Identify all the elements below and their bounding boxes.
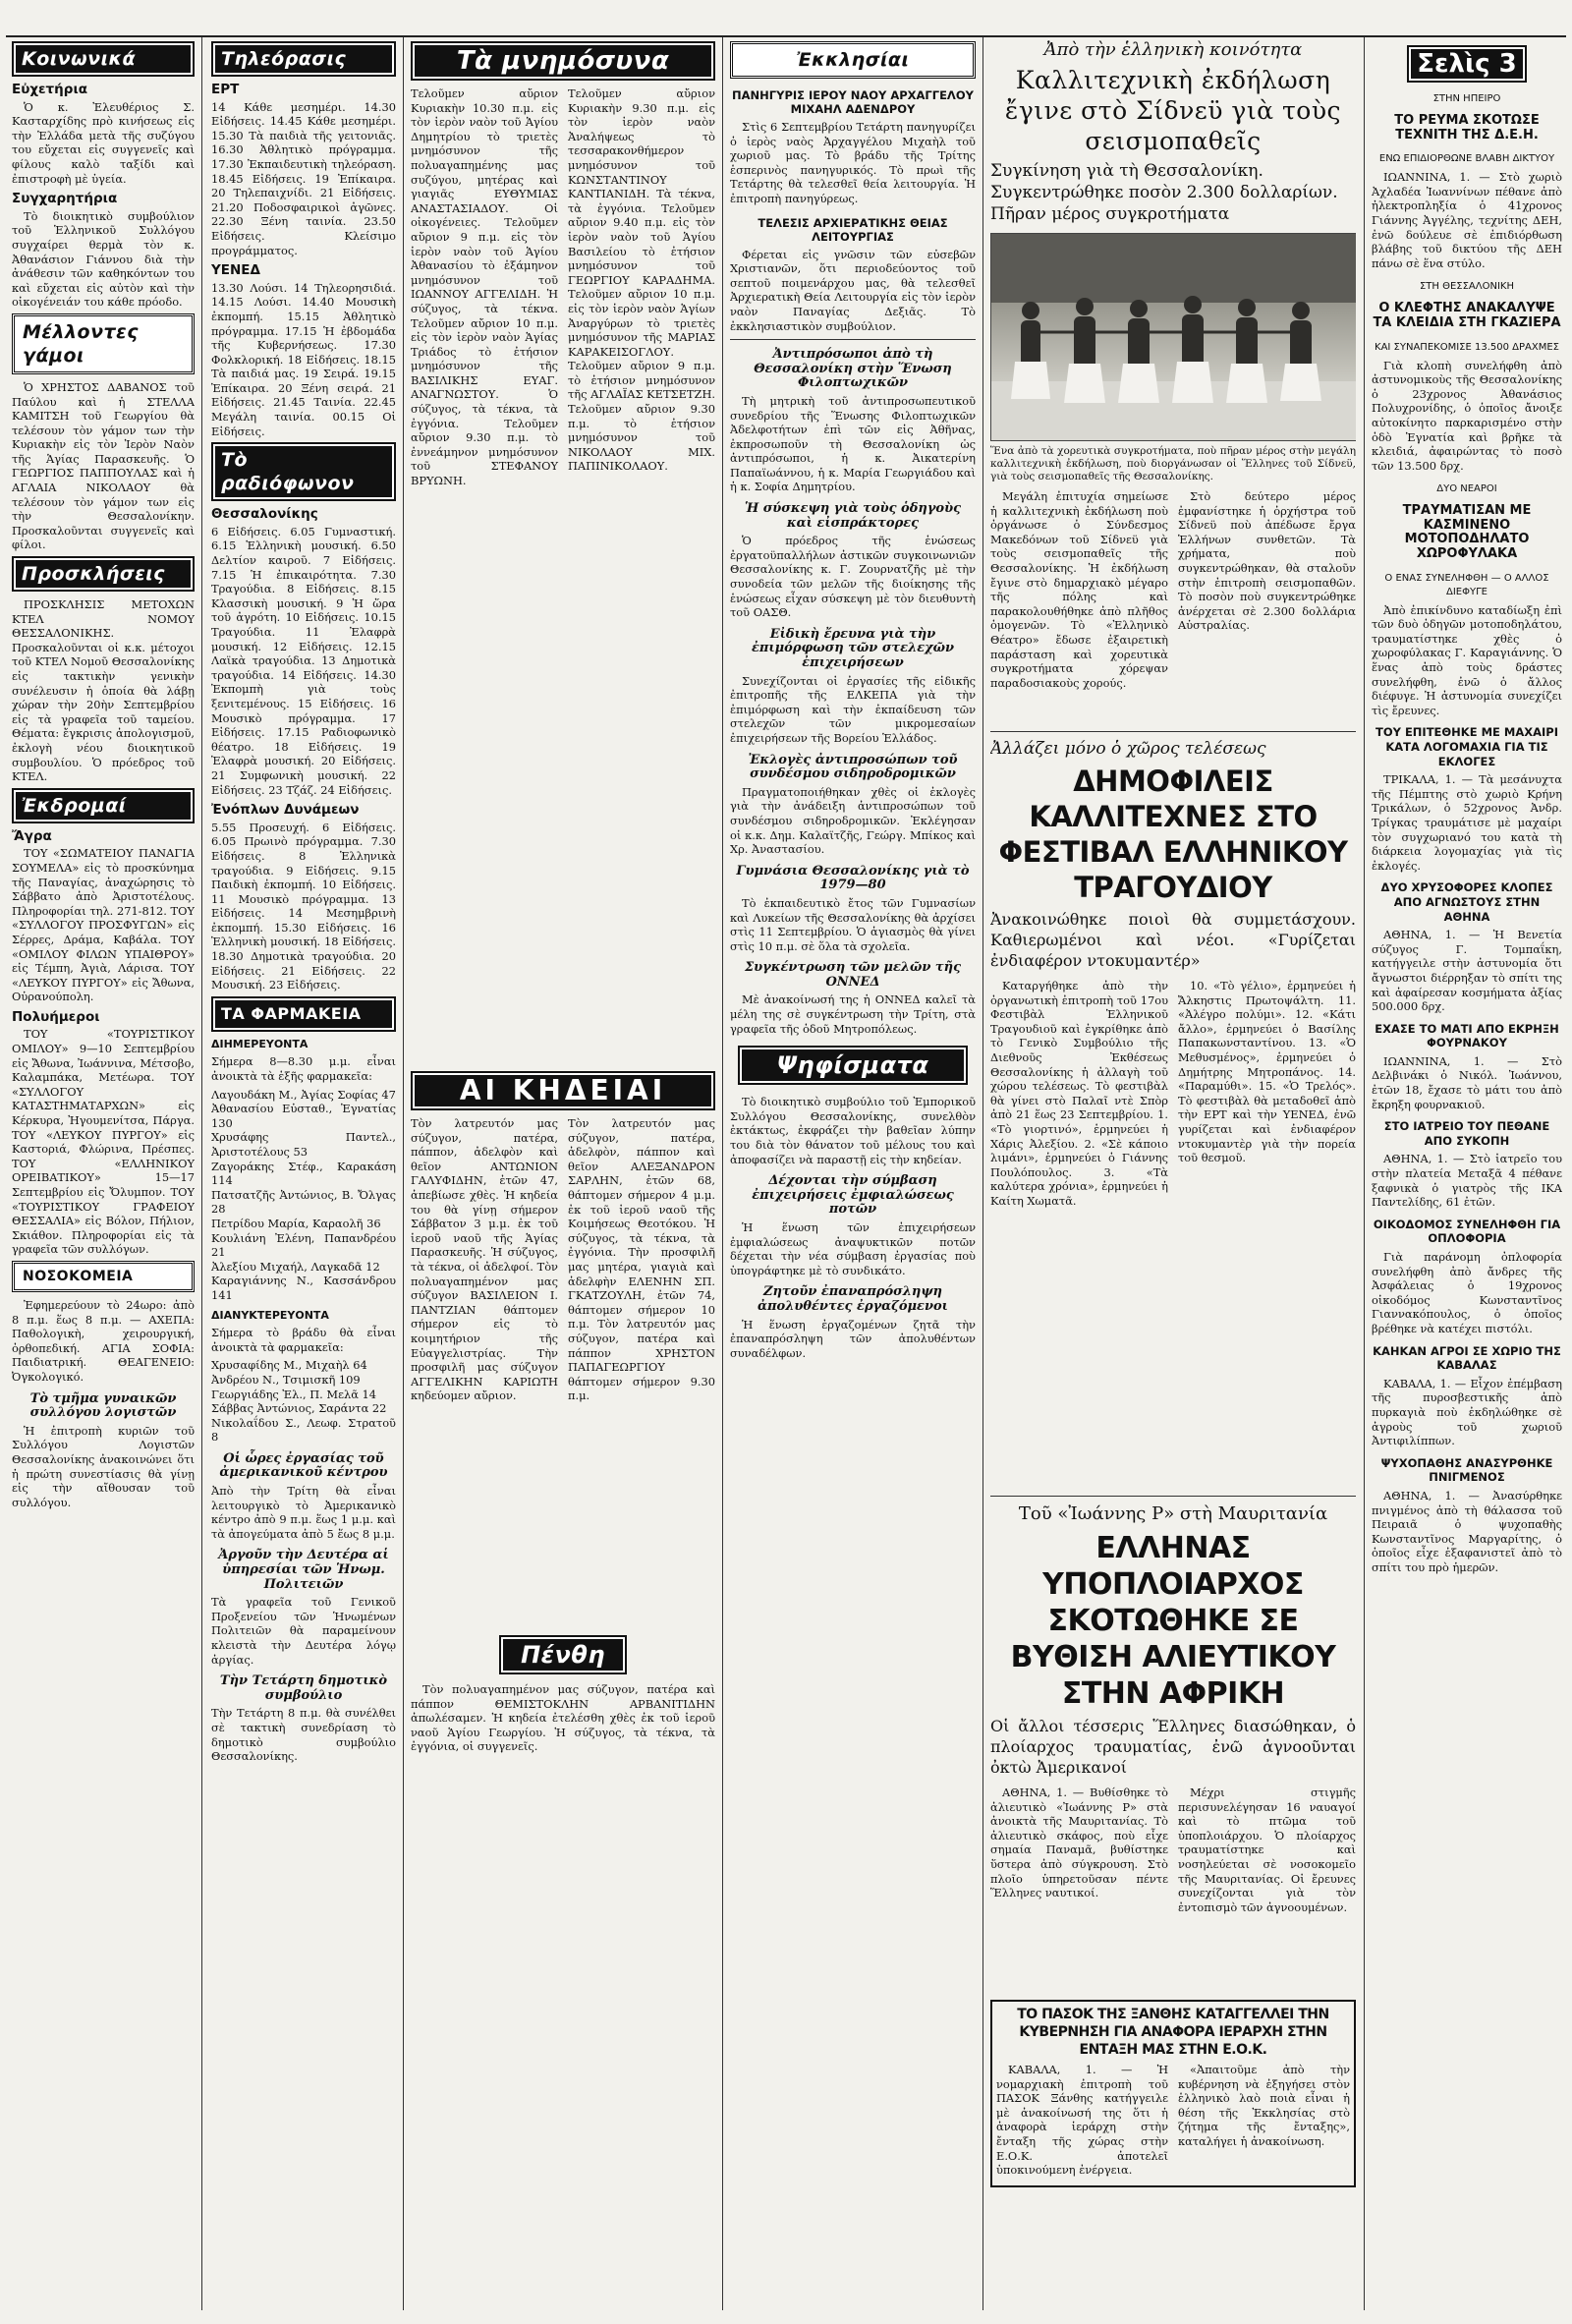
section-banner-funerals: ΑΙ ΚΗΔΕΙΑΙ (411, 1071, 715, 1110)
subsection-title: Πολυήμεροι (12, 1008, 100, 1025)
article-text: Ἀπὸ ἐπικίνδυνο καταδίωξη ἐπὶ τῶν δυὸ ὁδηγῶν μοτοποδηλάτου, τραυματίστηκε χθὲς ὁ χωροφύλακας Γ. Καραγιάννης. Ὁ ἕνας ἀπὸ τοὺς δράστες συνελήφθη, ἐνῶ ὁ ἄλλος διέφυγε. Ἡ ἀστυνομία συνεχίζει τὶς ἔρευνες. (1372, 602, 1562, 717)
article-text: Ἀπὸ τὴν Τρίτη θὰ εἶναι λειτουργικὸ τὸ Ἀμερικανικὸ κέντρο ἀπὸ 9 π.μ. ἕως 1 μ.μ. καὶ τὰ ἀπογεύματα ἀπὸ 5 ἕως 8 μ.μ. (211, 1484, 396, 1541)
article-subhead: Ο ΕΝΑΣ ΣΥΝΕΛΗΦΘΗ — Ο ΑΛΛΟΣ ΔΙΕΦΥΓΕ (1384, 572, 1549, 597)
memorial-notices: Τελοῦμεν αὔριον Κυριακὴν 9.30 π.μ. εἰς τὸν ἱερὸν ναὸν Ἀναλήψεως τὸ τεσσαρακονθήμερον μνημόσυνον τοῦ ΚΩΝΣΤΑΝΤΙΝΟΥ ΚΑΝΤΙΑΝΙΔΗ. Τὰ τέκνα, τὰ ἐγγόνια. Τελοῦμεν αὔριον 9.40 π.μ. εἰς τὸν ἱερὸν ναὸν τοῦ Ἁγίου Βασιλείου τὸ ἐτήσιον μνημόσυνον τοῦ ΓΕΩΡΓΙΟΥ ΚΑΡΑΔΗΜΑ. Τελοῦμεν αὔριον 10 π.μ. εἰς τὸν ἱερὸν ναὸν Ἁγίων Ἀναργύρων τὸ τριετὲς μνημόσυνον τῆς ΜΑΡΙΑΣ ΚΑΡΑΚΕΙΣΟΓΛΟΥ. Τελοῦμεν αὔριον 9 π.μ. τὸ ἐτήσιον μνημόσυνον τῆς ΑΓΛΑΪΑΣ ΚΕΤΣΕΤΖΗ. Τελοῦμεν αὔριον 9.30 π.μ. τὸ ἐτήσιον μνημόσυνον τοῦ ΝΙΚΟΛΑΟΥ ΜΙΧ. ΠΑΠΙΝΙΚΟΛΑΟΥ. (568, 86, 715, 474)
section-banner-television: Τηλεόρασις (211, 41, 396, 77)
boxed-article (990, 2000, 1356, 2187)
article-text: Τὴ μητρικὴ τοῦ ἀντιπροσωπευτικοῦ συνεδρίου τῆς Ἕνωσης Φιλοπτωχικῶν Ἀδελφοτήτων ἐπὶ τῶν εἰς Ἀθῆνας, ἐκπροσωποῦν τὴ Θεσσαλονίκη ὡς ἀντιπρόσωποι, ἡ κ. Ἀικατερίνη Παπαϊωάννου, ἡ κ. Μαρία Γεωργιάδου καὶ ἡ κ. Σοφία Δημητρίου. (730, 393, 976, 494)
article-text: «Ἀπαιτοῦμε ἀπὸ τὴν κυβέρνηση νὰ ἐξηγήσει στὸν ἑλληνικὸ λαὸ ποιὰ εἶναι ἡ θέση τῆς Ἐκκλησίας στὸ ζήτημα τῆς ἔνταξης», καταλήγει ἡ ἀνακοίνωση. (1178, 2063, 1350, 2148)
article-text: Ἡ ἕνωση τῶν ἐπιχειρήσεων ἐμφιαλώσεως ἀναψυκτικῶν ποτῶν δέχεται τὴν νέα σύμβαση ἐργασίας ποὺ ὑπογράφτηκε μὲ τὸ συνδικάτο. (730, 1220, 976, 1277)
article-headline: Ἀντιπρόσωποι ἀπὸ τὴ Θεσσαλονίκη στὴν Ἕνωση Φιλοπτωχικῶν (754, 347, 952, 391)
article-headline: ΔΥΟ ΧΡΥΣΟΦΟΡΕΣ ΚΛΟΠΕΣ ΑΠΟ ΑΓΝΩΣΤΟΥΣ ΣΤΗΝ ΑΘΗΝΑ (1380, 880, 1553, 924)
article-headline: Εἰδικὴ ἔρευνα γιὰ τὴν ἐπιμόρφωση τῶν στελεχῶν ἐπιχειρήσεων (751, 626, 955, 670)
pharmacy-entry: Γεωργιάδης Ἐλ., Π. Μελᾶ 14 (211, 1387, 377, 1401)
schedule-text: 5.55 Προσευχή. 6 Εἰδήσεις. 6.05 Πρωινὸ πρόγραμμα. 7.30 Εἰδήσεις. 8 Ἑλληνικὰ τραγούδια. 9 Εἰδήσεις. 9.15 Παιδικὴ ἐκπομπή. 10 Εἰδήσεις. 11 Μουσικὸ πρόγραμμα. 13 Εἰδήσεις. 14 Μεσημβρινὴ ἐκπομπή. 15.30 Εἰδήσεις. 16 Ἐλληνικὴ μουσική. 18 Εἰδήσεις. 18.30 Δημοτικὰ τραγούδια. 20 Εἰδήσεις. 21 Εἰδήσεις. 22 Μουσική. 23 Εἰδήσεις. (211, 820, 396, 992)
station-label: Ἐνόπλων Δυνάμεων (211, 802, 360, 819)
article-subhead: Οἱ ἄλλοι τέσσερις Ἕλληνες διασώθηκαν, ὁ πλοίαρχος τραυματίας, ἐνῶ ἀγνοοῦνται ὀκτὼ Ἀμερικανοί (990, 1717, 1356, 1777)
article-text: Πραγματοποιήθηκαν χθὲς οἱ ἐκλογὲς γιὰ τὴν ἀνάδειξη ἀντιπροσώπων τοῦ συνδέσμου σιδηροδρομικῶν. Ἐκλέγησαν οἱ κ.κ. Δημ. Καλαϊτζῆς, Γεώργ. Μπίκος καὶ Χρ. Ἀναστασίου. (730, 784, 976, 857)
article-text: ΑΘΗΝΑ, 1. — Ἀνασύρθηκε πνιγμένος ἀπὸ τὴ θάλασσα τοῦ Πειραιᾶ ὁ ψυχοπαθὴς Κωνσταντῖνος Μαργαρίτης, ὁ ὁποῖος εἶχε ἐξαφανιστεῖ ἀπὸ τὸ σπίτι του πρὸ ἡμερῶν. (1372, 1488, 1562, 1574)
article-text: ΚΑΒΑΛΑ, 1. — Εἶχον ἐπέμβαση τῆς πυροσβεστικῆς ἀπὸ πυρκαγιὰ ποὺ ἐκδηλώθηκε σὲ ἀγροὺς τοῦ χωριοῦ Ἀντιφιλίππων. (1372, 1376, 1562, 1448)
article-text: Τὴν Τετάρτη 8 π.μ. θὰ συνέλθει σὲ τακτικὴ συνεδρίαση τὸ δημοτικὸ συμβούλιο Θεσσαλονίκης. (211, 1706, 396, 1764)
article-text: Ἡ ἕνωση ἐργαζομένων ζητᾶ τὴν ἐπαναπρόσληψη τῶν ἀπολυθέντων συναδέλφων. (730, 1317, 976, 1360)
article-text: Ὁ πρόεδρος τῆς ἑνώσεως ἐργατοϋπαλλήλων ἀστικῶν συγκοινωνιῶν Θεσσαλονίκης κ. Γ. Ζουρνατζῆς μὲ τὴν συνοδεία τῶν μελῶν τῆς διοίκησης τῆς ἑνώσεως εἶχαν σύσκεψη μὲ τὸν διευθυντὴ τοῦ ΟΑΣΘ. (730, 534, 976, 620)
pharmacy-entry: Χρυσάφης Παντελ., Ἀριστοτέλους 53 (211, 1130, 396, 1159)
article-text: Ὁ κ. Ἐλευθέριος Σ. Κασταρχίδης πρὸ κινήσεως εἰς τὴν Ἑλλάδα μετὰ τῆς συζύγου του εὔχεται εἰς συγγενεῖς καὶ φίλους καλὸ ταξίδι καὶ ἐπιστροφὴ μὲ ὑγεία. (12, 99, 195, 186)
article-subhead: ΚΑΙ ΣΥΝΑΠΕΚΟΜΙΣΕ 13.500 ΔΡΑΧΜΕΣ (1375, 341, 1559, 353)
article-kicker: ΣΤΗΝ ΗΠΕΙΡΟ (1432, 93, 1501, 104)
column-divider (403, 37, 404, 2310)
funeral-notices: Τὸν λατρευτόν μας σύζυγον, πατέρα, πάππον, ἀδελφὸν καὶ θεῖον ΑΝΤΩΝΙΟΝ ΓΑΛΥΦΙΔΗΝ, ἐτῶν 47, ἀπεβίωσε χθὲς. Ἡ κηδεία του θὰ γίνῃ σήμερον Σάββατον 3 μ.μ. ἐκ τοῦ ἱεροῦ ναοῦ τῆς Ἁγίας Παρασκευῆς. Ἡ σύζυγος, τὰ τέκνα, οἱ ἀδελφοί. Τὸν πολυαγαπημένον μας σύζυγον ΒΑΣΙΛΕΙΟΝ Ι. ΠΑΝΤΖΙΑΝ θάπτομεν σήμερον εἰς τὸ κοιμητήριον τῆς Εὐαγγελιστρίας. Τὴν προσφιλῆ μας σύζυγον ΑΓΓΕΛΙΚΗΝ ΚΑΡΙΩΤΗ κηδεύομεν αὔριον. (411, 1116, 558, 1403)
channel-label: ΕΡΤ (211, 82, 240, 97)
column-briefs (1372, 39, 1562, 2306)
page-number-box (1372, 45, 1562, 83)
page-number-banner (1407, 45, 1526, 83)
pharmacy-entry: Ἀνδρέου Ν., Τσιμισκῆ 109 (211, 1372, 361, 1387)
column-divider (1364, 37, 1365, 2310)
column-divider (982, 37, 983, 2310)
pharmacy-intro: Σήμερα τὸ βράδυ θὰ εἶναι ἀνοικτὰ τὰ φαρμακεῖα: (211, 1326, 396, 1354)
pharmacy-list-label: ΔΙΗΜΕΡΕΥΟΝΤΑ (211, 1037, 309, 1050)
article-text: ΚΑΒΑΛΑ, 1. — Ἡ νομαρχιακὴ ἐπιτροπὴ τοῦ ΠΑΣΟΚ Ξάνθης κατήγγειλε μὲ ἀνακοίνωσή της ὅτι ἡ ἀναφορὰ ἱεράρχη στὴν ἔνταξη τῆς χώρας στὴν Ε.Ο.Κ. ἀποτελεῖ ὑποκινούμενη ἐνέργεια. (996, 2063, 1168, 2178)
pharmacy-intro: Σήμερα 8—8.30 μ.μ. εἶναι ἀνοικτὰ τὰ ἑξῆς φαρμακεῖα: (211, 1054, 396, 1084)
news-photo-dancers (990, 233, 1356, 441)
column-broadcast (211, 39, 396, 2306)
article-text: Ὁ ΧΡΗΣΤΟΣ ΔΑΒΑΝΟΣ τοῦ Παύλου καὶ ἡ ΣΤΕΛΛΑ ΚΑΜΙΤΣΗ τοῦ Γεωργίου θὰ τελέσουν τὸν γάμον των τὴν Κυριακὴν εἰς τὸν Ἱερὸν Ναὸν τῆς Ἁγίας Παρασκευῆς. Ὁ ΓΕΩΡΓΙΟΣ ΠΑΠΠΟΥΛΑΣ καὶ ἡ ΑΓΛΑΙΑ ΝΙΚΟΛΑΟΥ θὰ τελέσουν τὸν γάμον των εἰς τὴν Θεσσαλονίκην. Προσκαλοῦνται συγγενεῖς καὶ φίλοι. (12, 379, 195, 552)
pharmacy-entry: Πατσατζῆς Ἀντώνιος, Β. Ὄλγας 28 (211, 1187, 396, 1217)
divider (990, 731, 1356, 732)
photo-caption: Ἕνα ἀπὸ τὰ χορευτικὰ συγκροτήματα, ποὺ πῆραν μέρος στὴν μεγάλη καλλιτεχνικὴ ἐκδήλωση, ποὺ διοργάνωσαν οἱ Ἕλληνες τοῦ Σίδνεϋ, γιὰ τοὺς σεισμοπαθεῖς τῆς Θεσσαλονίκης. (990, 445, 1356, 482)
article-text: Τὸν πολυαγαπημένον μας σύζυγον, πατέρα καὶ πάππον ΘΕΜΙΣΤΟΚΛΗΝ ΑΡΒΑΝΙΤΙΔΗΝ ἀπωλέσαμεν. Ἡ κηδεία ἐτελέσθη χθὲς ἐκ τοῦ ἱεροῦ ναοῦ Ἁγίου Γεωργίου. Ἡ σύζυγος, τὰ τέκνα, τὰ ἐγγόνια, οἱ συγγενεῖς. (411, 1682, 715, 1754)
article-headline: ΕΛΛΗΝΑΣ ΥΠΟΠΛΟΙΑΡΧΟΣ ΣΚΟΤΩΘΗΚΕ ΣΕ ΒΥΘΙΣΗ ΑΛΙΕΥΤΙΚΟΥ ΣΤΗΝ ΑΦΡΙΚΗ (1010, 1531, 1336, 1711)
article-subhead: Ἀνακοινώθηκε ποιοὶ θὰ συμμετάσχουν. Καθιερωμένοι καὶ νέοι. «Γυρίζεται ἐνδιαφέρον ντοκυμαντέρ» (990, 910, 1356, 970)
article-kicker: ΣΤΗ ΘΕΣΣΑΛΟΝΙΚΗ (1419, 281, 1514, 293)
article-text: Γιὰ κλοπὴ συνελήφθη ἀπὸ ἀστυνομικοὺς τῆς Θεσσαλονίκης ὁ 23χρονος Ἀθανάσιος Πολυχρονίδης, ὁ ὁποῖος ἄνοιξε αὐτοκίνητο παρκαρισμένο στὴν ὁδὸ Ἐγνατία καὶ βρῆκε τὰ κλειδιά, ἀφαιρώντας τὸ ποσὸ τῶν 13.500 δρχ. (1372, 358, 1562, 473)
article-headline: ΕΧΑΣΕ ΤΟ ΜΑΤΙ ΑΠΟ ΕΚΡΗΞΗ ΦΟΥΡΝΑΚΟΥ (1375, 1021, 1559, 1050)
schedule-text: 14 Κάθε μεσημέρι. 14.30 Εἰδήσεις. 14.45 Κάθε μεσημέρι. 15.30 Τὰ παιδιὰ τῆς γειτονιᾶς. 16.30 Ἀθλητικὸ πρόγραμμα. 17.30 Ἐκπαιδευτικὴ τηλεόραση. 18.45 Εἰδήσεις. 19 Ἐπίκαιρα. 20 Τηλεπαιχνίδι. 21 Εἰδήσεις. 21.20 Ποδοσφαιρικοὶ ἀγῶνες. 22.30 Ξένη ταινία. 23.50 Εἰδήσεις. Κλείσιμο προγράμματος. (211, 99, 396, 257)
article-headline: ΤΟ ΡΕΥΜΑ ΣΚΟΤΩΣΕ ΤΕΧΝΙΤΗ ΤΗΣ Δ.Ε.Η. (1394, 113, 1540, 142)
pharmacy-entry: Ζαγοράκης Στέφ., Καρακάση 114 (211, 1159, 396, 1188)
section-banner-mourning: Πένθη (499, 1635, 627, 1674)
section-banner-churches: Ἐκκλησίαι (730, 41, 976, 79)
top-rule (6, 35, 1566, 37)
column-memorials (411, 39, 715, 2306)
article-kicker: ΔΥΟ ΝΕΑΡΟΙ (1436, 483, 1497, 495)
pharmacy-list (211, 1088, 396, 1303)
article-text: Γιὰ παράνομη ὀπλοφορία συνελήφθη ἀπὸ ἄνδρες τῆς Ἀσφάλειας ὁ 19χρονος οἰκοδόμος Κωνσταντῖνος Γιαννακόπουλος, ὁ ὁποῖος βρέθηκε νὰ κατέχει πιστόλι. (1372, 1250, 1562, 1335)
section-banner-hospitals: ΝΟΣΟΚΟΜΕΙΑ (12, 1261, 195, 1292)
pharmacy-entry: Ἀλεξίου Μιχαήλ, Λαγκαδᾶ 12 (211, 1259, 380, 1274)
pharmacy-entry: Πετρίδου Μαρία, Καραολῆ 36 (211, 1216, 381, 1230)
subsection-title: Συγχαρητήρια (12, 191, 118, 207)
pharmacy-entry: Νικολαΐδου Σ., Λεωφ. Στρατοῦ 8 (211, 1415, 396, 1445)
pharmacy-entry: Χρυσαφίδης Μ., Μιχαὴλ 64 (211, 1358, 367, 1373)
article-text: Συνεχίζονται οἱ ἐργασίες τῆς εἰδικῆς ἐπιτροπῆς τῆς ΕΛΚΕΠΑ γιὰ τὴν ἐπιμόρφωση καὶ τὴν ἐκπαίδευση τῶν στελεχῶν τῶν μικρομεσαίων ἐπιχειρήσεων τῆς Βορείου Ἑλλάδος. (730, 673, 976, 745)
subsection-title: Εὐχετήρια (12, 82, 87, 97)
article-subhead: ΕΝΩ ΕΠΙΔΙΟΡΘΩΝΕ ΒΛΑΒΗ ΔΙΚΤΥΟΥ (1378, 153, 1555, 165)
article-headline: ΣΤΟ ΙΑΤΡΕΙΟ ΤΟΥ ΠΕΘΑΝΕ ΑΠΟ ΣΥΚΟΠΗ (1383, 1119, 1550, 1148)
article-text: Τὸ διοικητικὸ συμβούλιον τοῦ Ἑλληνικοῦ Συλλόγου συγχαίρει θερμὰ τὸν κ. Ἀθανάσιον Γιάννου διὰ τὴν ἀνάθεσιν τῶν καθηκόντων του καὶ εὔχεται εἰς αὐτὸν καὶ τὴν οἰκογένειάν του κάθε πρόοδο. (12, 208, 195, 310)
article-headline: Καλλιτεχνικὴ ἐκδήλωση ἔγινε στὸ Σίδνεϋ γιὰ τοὺς σεισμοπαθεῖς (1004, 66, 1342, 155)
channel-label: ΥΕΝΕΔ (211, 262, 260, 279)
article-headline: Συγκέντρωση τῶν μελῶν τῆς ΟΝΝΕΔ (744, 960, 962, 990)
article-text: Τὰ γραφεῖα τοῦ Γενικοῦ Προξενείου τῶν Ἡνωμένων Πολιτειῶν θὰ παραμείνουν κλειστὰ τὴν Δευτέρα λόγῳ ἀργίας. (211, 1595, 396, 1667)
article-text: ΙΩΑΝΝΙΝΑ, 1. — Στὸ χωριὸ Ἀχλαδέα Ἰωαννίνων πέθανε ἀπὸ ἠλεκτροπληξία ὁ 41χρονος Γιάννης Ἀγγέλης, τεχνίτης ΔΕΗ, ἐνῶ δούλευε σὲ ἐπιδιόρθωση βλάβης τοῦ δικτύου τῆς ΔΕΗ πάνω σὲ ἕνα στύλο. (1372, 170, 1562, 270)
section-banner-radio: Τὸ ραδιόφωνον (211, 442, 396, 501)
article-headline: ΤΕΛΕΣΙΣ ΑΡΧΙΕΡΑΤΙΚΗΣ ΘΕΙΑΣ ΛΕΙΤΟΥΡΓΙΑΣ (758, 215, 948, 244)
article-text: ΙΩΑΝΝΙΝΑ, 1. — Στὸ Δελβινάκι ὁ Νικόλ. Ἰωάννου, ἐτῶν 18, ἔχασε τὸ μάτι του ἀπὸ ἔκρηξη φουρνακιοῦ. (1372, 1053, 1562, 1111)
article-text: Τὸ διοικητικὸ συμβούλιο τοῦ Ἐμπορικοῦ Συλλόγου Θεσσαλονίκης, συνελθὸν ἐκτάκτως, ἐκφράζει τὴν βαθεῖαν λύπην του διὰ τὸν θάνατον τοῦ μέλους του καὶ ἀποφασίζει νὰ παραστῇ εἰς τὴν κηδείαν. (730, 1095, 976, 1166)
funeral-notices: Τὸν λατρευτόν μας σύζυγον, πατέρα, ἀδελφὸν, πάππον καὶ θεῖον ΑΛΕΞΑΝΔΡΟΝ ΣΑΡΛΗΝ, ἐτῶν 68, θάπτομεν σήμερον 4 μ.μ. ἐκ τοῦ ἱεροῦ ναοῦ τῆς Κοιμήσεως Θεοτόκου. Ἡ σύζυγος, τὰ τέκνα, τὰ ἐγγόνια. Τὴν προσφιλῆ μας μητέρα, γιαγιὰ καὶ ἀδελφὴν ΕΛΕΝΗΝ ΣΠ. ΓΚΑΤΖΟΥΛΗ, ἐτῶν 74, θάπτομεν σήμερον 10 π.μ. Τὸν λατρευτόν μας σύζυγον, πατέρα καὶ πάππον ΧΡΗΣΤΟΝ ΠΑΠΑΓΕΩΡΓΙΟΥ θάπτομεν σήμερον 9.30 π.μ. (568, 1116, 715, 1403)
column-social (12, 39, 195, 2306)
column-church (730, 39, 976, 2306)
article-kicker: Τοῦ «Ἰωάννης Ρ» στὴ Μαυριτανία (1018, 1503, 1328, 1524)
schedule-text: 6 Εἰδήσεις. 6.05 Γυμναστική. 6.15 Ἑλληνικὴ μουσική. 6.50 Δελτίον καιροῦ. 7 Εἰδήσεις. 7.15 Ἡ ἐπικαιρότητα. 7.30 Τραγούδια. 8 Εἰδήσεις. 8.15 Κλασσικὴ μουσική. 9 Ἡ ὥρα τοῦ ἀγρότη. 10 Εἰδήσεις. 10.15 Τραγούδια. 11 Ἐλαφρὰ μουσική. 12 Εἰδήσεις. 12.15 Λαϊκὰ τραγούδια. 13 Δημοτικὰ τραγούδια. 14 Εἰδήσεις. 14.30 Ἐκπομπὴ γιὰ τοὺς ξενιτεμένους. 15 Εἰδήσεις. 16 Μουσικὸ πρόγραμμα. 17 Εἰδήσεις. 17.15 Ραδιοφωνικὸ θέατρο. 18 Εἰδήσεις. 19 Ἐλαφρὰ μουσική. 20 Εἰδήσεις. 21 Συμφωνικὴ μουσική. 22 Εἰδήσεις. 23 Τζάζ. 24 Εἰδήσεις. (211, 524, 396, 797)
article-text: 10. «Τὸ γέλιο», ἑρμηνεύει ἡ Ἄλκηστις Πρωτοψάλτη. 11. «Ἀλέγρο πολύμι». 12. «Κάτι ἄλλο», ἑρμηνεύει ὁ Βασίλης Παπακωνσταντίνου. 13. «Ὁ Μεθυσμένος», ἑρμηνεύει ὁ Δημήτρης Μητροπάνος. 14. «Παραμύθι». 15. «Ὁ Τρελός». Τὸ φεστιβὰλ θὰ μεταδοθεῖ ἀπὸ τὴν ΕΡΤ καὶ τὴν ΥΕΝΕΔ, ἐνῶ γυρίζεται καὶ ἐνδιαφέρον ντοκυμαντὲρ γιὰ τὴν πορεία τοῦ θεσμοῦ. (1178, 979, 1356, 1165)
section-banner-memorials: Τὰ μνημόσυνα (411, 41, 715, 81)
article-text: Ἐφημερεύουν τὸ 24ωρο: ἀπὸ 8 π.μ. ἕως 8 π.μ. — ΑΧΕΠΑ: Παθολογικὴ, χειρουργική, ὀρθοπεδική. ΑΓΙΑ ΣΟΦΙΑ: Παιδιατρική. ΘΕΑΓΕΝΕΙΟ: Ὀγκολογικό. (12, 1297, 195, 1384)
article-headline: ΨΥΧΟΠΑΘΗΣ ΑΝΑΣΥΡΘΗΚΕ ΠΝΙΓΜΕΝΟΣ (1380, 1455, 1553, 1485)
section-banner-invitations: Προσκλήσεις (12, 556, 195, 592)
schedule-text: 13.30 Λούσι. 14 Τηλεορησιδιά. 14.15 Λούσι. 14.40 Μουσικὴ ἐκπομπή. 15.15 Ἀθλητικὸ πρόγραμμα. 17.15 Ἡ ἐβδομάδα τῆς Κυβερνήσεως. 17.30 Φολκλορική. 18 Εἰδήσεις. 18.15 Τὰ παιδιά μας. 19 Σειρά. 19.15 Ἐπίκαιρα. 20 Ξένη σειρά. 21 Εἰδήσεις. 21.45 Ταινία. 22.45 Μεγάλη ταινία. 00.15 Οἱ Εἰδήσεις. (211, 280, 396, 438)
article-text: Στὸ δεύτερο μέρος ἐμφανίστηκε ἡ ὀρχήστρα τοῦ Σίδνεϋ ποὺ ἀπέδωσε ἔργα Ἑλλήνων συνθετῶν. Τὰ χρήματα, ποὺ συγκεντρώθηκαν, θὰ σταλοῦν στὴν ἐπιτροπὴ σεισμοπαθῶν. Τὸ ποσὸν ποὺ συγκεντρώθηκε ἀνέρχεται σὲ 2.300 δολλάρια Αὐστραλίας. (1178, 489, 1356, 633)
article-text: ΑΘΗΝΑ, 1. — Στὸ ἰατρεῖο του στὴν πλατεία Μεταξᾶ 4 πέθανε ξαφνικὰ ὁ γιατρὸς τῆς ΙΚΑ Παντελίδης, 61 ἐτῶν. (1372, 1152, 1562, 1210)
column-main-news (990, 39, 1356, 2306)
article-headline: Τὴν Τετάρτη δημοτικὸ συμβούλιο (219, 1673, 388, 1703)
article-kicker: Ἀλλάζει μόνο ὁ χῶρος τελέσεως (990, 739, 1266, 759)
section-banner-pharmacies: ΤΑ ΦΑΡΜΑΚΕΙΑ (211, 996, 396, 1032)
divider (730, 339, 976, 340)
article-headline: Ἀργοῦν τὴν Δευτέρα αἱ ὑπηρεσίαι τῶν Ἡνωμ. Πολιτειῶν (218, 1548, 389, 1592)
article-text: Ἡ ἐπιτροπὴ κυριῶν τοῦ Συλλόγου Λογιστῶν Θεσσαλονίκης ἀνακοινώνει ὅτι ἡ πρώτη συνεστίασις θὰ γίνῃ εἰς τὴν αἴθουσαν τοῦ συλλόγου. (12, 1423, 195, 1509)
pharmacy-entry: Ἀθανασίου Εὐσταθ., Ἐγνατίας 130 (211, 1102, 396, 1130)
article-headline: ΟΙΚΟΔΟΜΟΣ ΣΥΝΕΛΗΦΘΗ ΓΙΑ ΟΠΛΟΦΟΡΙΑ (1373, 1217, 1561, 1246)
article-headline: Ἡ σύσκεψη γιὰ τοὺς ὁδηγοὺς καὶ εἰσπράκτορες (744, 501, 962, 531)
station-label: Θεσσαλονίκης (211, 506, 318, 523)
column-divider (722, 37, 723, 2310)
article-text: Φέρεται εἰς γνῶσιν τῶν εὐσεβῶν Χριστιανῶν, ὅτι περιοδεύοντος τοῦ σεπτοῦ ποιμενάρχου μας, θὰ τελεσθεῖ Ἀρχιερατικὴ Θεία Λειτουργία εἰς τὸν ἱερὸν ναὸν Παναγίας Δεξιᾶς. Τὸ ἐκκλησιαστικὸν συμβούλιον. (730, 247, 976, 333)
article-headline: ΤΟΥ ΕΠΙΤΕΘΗΚΕ ΜΕ ΜΑΧΑΙΡΙ ΚΑΤΑ ΛΟΓΟΜΑΧΙΑ ΓΙΑ ΤΙΣ ΕΚΛΟΓΕΣ (1376, 725, 1558, 768)
article-headline: ΔΗΜΟΦΙΛΕΙΣ ΚΑΛΛΙΤΕΧΝΕΣ ΣΤΟ ΦΕΣΤΙΒΑΛ ΕΛΛΗΝΙΚΟΥ ΤΡΑΓΟΥΔΙΟΥ (998, 765, 1348, 904)
article-text: Καταργήθηκε ἀπὸ τὴν ὀργανωτικὴ ἐπιτροπὴ τοῦ 17ου Φεστιβὰλ Ἑλληνικοῦ Τραγουδιοῦ καὶ ἐγκρίθηκε ἀπὸ τὸ Γενικὸ Συμβούλιο τῆς Διεθνοῦς Ἐκθέσεως Θεσσαλονίκης ἡ ἀλλαγὴ τοῦ χώρου τελέσεως. Τὸ φεστιβὰλ θὰ γίνει στὸ Παλαῖ ντὲ Σπὸρ ἀπὸ 21 ἕως 23 Σεπτεμβρίου. 1. «Τὸ γιορτινό», ἑρμηνεύει ἡ Χάρις Ἀλεξίου. 2. «Σὲ κάποιο λιμάνι», ἑρμηνεύει ὁ Γιάννης Πουλόπουλος. 3. «Τὰ καλύτερα χρόνια», ἑρμηνεύει ἡ Καίτη Χωματᾶ. (990, 979, 1168, 1208)
article-headline: ΤΡΑΥΜΑΤΙΣΑΝ ΜΕ ΚΑΣΜΙΝΕΝΟ ΜΟΤΟΠΟΔΗΛΑΤΟ ΧΩΡΟΦΥΛΑΚΑ (1402, 503, 1532, 562)
photo-illustration (991, 234, 1356, 440)
article-headline: Οἱ ὧρες ἐργασίας τοῦ ἀμερικανικοῦ κέντρου (219, 1450, 388, 1481)
article-headline: Ο ΚΛΕΦΤΗΣ ΑΝΑΚΑΛΥΨΕ ΤΑ ΚΛΕΙΔΙΑ ΣΤΗ ΓΚΑΖΙΕΡΑ (1373, 301, 1561, 330)
pharmacy-entry: Σάββας Ἀντώνιος, Σαράντα 22 (211, 1401, 387, 1416)
pharmacy-entry: Κουλιάνη Ἐλένη, Παπανδρέου 21 (211, 1230, 396, 1260)
pharmacy-entry: Λαγουδάκη Μ., Ἀγίας Σοφίας 47 (211, 1087, 396, 1102)
article-text: ΑΘΗΝΑ, 1. — Βυθίσθηκε τὸ ἀλιευτικὸ «Ἰωάννης Ρ» στὰ ἀνοικτὰ τῆς Μαυριτανίας. Τὸ ἀλιευτικὸ σκάφος, ποὺ εἶχε σημαία Παναμᾶ, βυθίστηκε ὕστερα ἀπὸ σύγκρουση. Στὸ πλοῖο ὑπηρετοῦσαν πέντε Ἕλληνες ναυτικοί. (990, 1786, 1168, 1900)
article-headline: Ζητοῦν ἐπαναπρόσληψη ἀπολυθέντες ἐργαζόμενοι (758, 1284, 948, 1314)
article-headline: ΤΟ ΠΑΣΟΚ ΤΗΣ ΞΑΝΘΗΣ ΚΑΤΑΓΓΕΛΛΕΙ ΤΗΝ ΚΥΒΕΡΝΗΣΗ ΓΙΑ ΑΝΑΦΟΡΑ ΙΕΡΑΡΧΗ ΣΤΗΝ ΕΝΤΑΞΗ ΜΑΣ ΣΤΗΝ Ε.Ο.Κ. (1017, 2007, 1329, 2058)
article-headline: ΚΑΗΚΑΝ ΑΓΡΟΙ ΣΕ ΧΩΡΙΟ ΤΗΣ ΚΑΒΑΛΑΣ (1373, 1343, 1561, 1373)
article-text: ΤΡΙΚΑΛΑ, 1. — Τὰ μεσάνυχτα τῆς Πέμπτης στὸ χωριὸ Κρήνη Τρικάλων, ὁ 52χρονος Ἀνδρ. Τρίγκας τραυμάτισε μὲ μαχαίρι τὸν συγχωριανό του κατὰ τὴ διάρκεια λογομαχίας γιὰ τὶς ἐκλογές. (1372, 772, 1562, 873)
article-headline: Τὸ τμῆμα γυναικῶν συλλόγου λογιστῶν (29, 1390, 177, 1421)
article-text: Μὲ ἀνακοίνωσή της ἡ ΟΝΝΕΔ καλεῖ τὰ μέλη της σὲ συγκέντρωση τὴν Τρίτη, στὰ γραφεῖα τῆς ὁδοῦ Μητροπόλεως. (730, 992, 976, 1036)
article-text: Μέχρι στιγμῆς περισυνελέγησαν 16 ναυαγοί καὶ τὸ πτῶμα τοῦ ὑποπλοιάρχου. Ὁ πλοίαρχος τραυματίστηκε καὶ νοσηλεύεται σὲ νοσοκομεῖο τῆς Μαυριτανίας. Οἱ ἔρευνες συνεχίζονται γιὰ τὸν ἐντοπισμὸ τῶν ἀγνοουμένων. (1178, 1786, 1356, 1914)
page-number: 3 (1498, 49, 1517, 79)
article-headline: Δέχονται τὴν σύμβαση ἐπιχειρήσεις ἐμφιαλώσεως ποτῶν (752, 1173, 954, 1218)
subsection-title: Ἄγρα (12, 827, 52, 844)
section-banner-resolutions: Ψηφίσματα (738, 1046, 968, 1085)
article-kicker: Ἀπὸ τὴν ἑλληνικὴ κοινότητα (1043, 39, 1303, 60)
article-text: ΤΟΥ «ΤΟΥΡΙΣΤΙΚΟΥ ΟΜΙΛΟΥ» 9—10 Σεπτεμβρίου εἰς Ἄθωνα, Ἰωάννινα, Μέτσοβο, Καλαμπάκα, Μετέωρα. ΤΟΥ «ΣΥΛΛΟΓΟΥ ΚΑΤΑΣΤΗΜΑΤΑΡΧΩΝ» εἰς Κέρκυρα, Ἠγουμενίτσα, Πάργα. ΤΟΥ «ΛΕΥΚΟΥ ΠΥΡΓΟΥ» εἰς Καστοριά, Φλώρινα, Πρέσπες. ΤΟΥ «ΕΛΛΗΝΙΚΟΥ ΟΡΕΙΒΑΤΙΚΟΥ» 15—17 Σεπτεμβρίου εἰς Ὄλυμπον. ΤΟΥ «ΤΟΥΡΙΣΤΙΚΟΥ ΓΡΑΦΕΙΟΥ ΘΕΣΣΑΛΙΑ» εἰς Βόλον, Πήλιον, Σκιάθον. Πληροφορίαι εἰς τὰ γραφεῖα τῶν συλλόγων. (12, 1027, 195, 1257)
article-headline: Ἐκλογὲς ἀντιπροσώπων τοῦ συνδέσμου σιδηροδρομικῶν (748, 752, 958, 782)
memorial-notices: Τελοῦμεν αὔριον Κυριακὴν 10.30 π.μ. εἰς τὸν ἱερὸν ναὸν τοῦ Ἁγίου Δημητρίου τὸ τριετὲς μνημόσυνον τῆς πολυαγαπημένης μας συζύγου, μητέρας καὶ γιαγιᾶς ΕΥΘΥΜΙΑΣ ΑΝΑΣΤΑΣΙΑΔΟΥ. Οἱ οἰκογένειες. Τελοῦμεν αὔριον 9 π.μ. εἰς τὸν ἱερὸν ναὸν τοῦ Ἁγίου Ἀθανασίου τὸ ἑξάμηνον μνημόσυνον τοῦ ΙΩΑΝΝΟΥ ΑΓΓΕΛΙΔΗ. Ἡ σύζυγος, τὰ τέκνα. Τελοῦμεν αὔριον 10 π.μ. εἰς τὸν ἱερὸν ναὸν Ἁγίας Τριάδος τὸ ἐτήσιον μνημόσυνον τῆς ΒΑΣΙΛΙΚΗΣ ΕΥΑΓ. ΑΝΑΓΝΩΣΤΟΥ. Ὁ σύζυγος, τὰ τέκνα, τὰ ἐγγόνια. Τελοῦμεν αὔριον 9.30 π.μ. τὸ ἐννεάμηνον μνημόσυνον τοῦ ΣΤΕΦΑΝΟΥ ΒΡΥΩΝΗ. (411, 86, 558, 488)
divider (990, 1496, 1356, 1497)
column-divider (201, 37, 202, 2310)
article-text: ΤΟΥ «ΣΩΜΑΤΕΙΟΥ ΠΑΝΑΓΙΑ ΣΟΥΜΕΛΑ» εἰς τὸ προσκύνημα τῆς Παναγίας, ἀναχώρησις τὸ Σάββατο ἀπὸ Ἀριστοτέλους. Πληροφορίαι τηλ. 271-812. ΤΟΥ «ΣΥΛΛΟΓΟΥ ΠΡΟΣΦΥΓΩΝ» εἰς Σέρρες, Δράμα, Καβάλα. ΤΟΥ «ΟΜΙΛΟΥ ΦΙΛΩΝ ΥΠΑΙΘΡΟΥ» εἰς Τέμπη, Ἀγιὰ, Λάρισα. ΤΟΥ «ΛΕΥΚΟΥ ΠΥΡΓΟΥ» εἰς Ἄθωνα, Οὐρανούπολη. (12, 846, 195, 1004)
page-label: Σελὶς (1417, 49, 1490, 79)
article-subhead: Συγκίνηση γιὰ τὴ Θεσσαλονίκη. Συγκεντρώθηκε ποσὸν 2.300 δολλαρίων. Πῆραν μέρος συγκροτήματα (990, 161, 1338, 224)
article-headline: ΠΑΝΗΓΥΡΙΣ ΙΕΡΟΥ ΝΑΟΥ ΑΡΧΑΓΓΕΛΟΥ ΜΙΧΑΗΛ ΑΔΕΝΔΡΟΥ (732, 88, 974, 116)
article-text: Τὸ ἐκπαιδευτικὸ ἔτος τῶν Γυμνασίων καὶ Λυκείων τῆς Θεσσαλονίκης θὰ ἀρχίσει στὶς 11 Σεπτεμβρίου. Ὁ ἁγιασμὸς θὰ γίνει στὶς 10 π.μ. σὲ ὅλα τὰ σχολεῖα. (730, 895, 976, 953)
article-text: Στὶς 6 Σεπτεμβρίου Τετάρτη πανηγυρίζει ὁ ἱερὸς ναὸς Ἀρχαγγέλου Μιχαὴλ τοῦ χωριοῦ μας. Τὸ βράδυ τῆς Τρίτης ἑσπερινὸς πανηγυρικός. Τὸ πρωὶ τῆς Τετάρτης θὰ τελεσθεῖ θεία λειτουργία. Ἡ ἐπιτροπὴ πανηγύρεως. (730, 120, 976, 205)
section-banner-social: Κοινωνικά (12, 41, 195, 77)
section-banner-excursions: Ἐκδρομαί (12, 788, 195, 823)
article-text: ΑΘΗΝΑ, 1. — Ἡ Βενετία σύζυγος Γ. Τομπαΐκη, κατήγγειλε στὴν ἀστυνομία ὅτι ἄγνωστοι διέρρηξαν τὸ σπίτι της καὶ ἀφαίρεσαν κοσμήματα ἀξίας 500.000 δρχ. (1372, 928, 1562, 1014)
pharmacy-entry: Καραγιάννης Ν., Κασσάνδρου 141 (211, 1274, 396, 1302)
article-text: ΠΡΟΣΚΛΗΣΙΣ ΜΕΤΟΧΩΝ ΚΤΕΛ ΝΟΜΟΥ ΘΕΣΣΑΛΟΝΙΚΗΣ. Προσκαλοῦνται οἱ κ.κ. μέτοχοι τοῦ ΚΤΕΛ Νομοῦ Θεσσαλονίκης εἰς τακτικὴν γενικὴν συνέλευσιν ἡ ὁποία θὰ λάβῃ χώραν τὴν 20ὴν Σεπτεμβρίου εἰς τὰ γραφεῖα τοῦ ταμείου. Θέματα: ἔγκρισις ἀπολογισμοῦ, ἐκλογὴ νέου διοικητικοῦ συμβουλίου. Ὁ πρόεδρος τοῦ ΚΤΕΛ. (12, 597, 195, 784)
pharmacy-list-label: ΔΙΑΝΥΚΤΕΡΕΥΟΝΤΑ (211, 1308, 329, 1322)
section-banner-weddings: Μέλλοντες γάμοι (12, 313, 195, 374)
article-headline: Γυμνάσια Θεσσαλονίκης γιὰ τὸ 1979—80 (736, 863, 970, 893)
pharmacy-list (211, 1358, 396, 1445)
article-text: Μεγάλη ἐπιτυχία σημείωσε ἡ καλλιτεχνικὴ ἐκδήλωση ποὺ ὀργάνωσε ὁ Σύνδεσμος Μακεδόνων τοῦ Σίδνεϋ γιὰ τοὺς σεισμοπαθεῖς τῆς Θεσσαλονίκης. Ἡ ἐκδήλωση ἔγινε στὸ δημαρχιακὸ μέγαρο τῆς πόλης καὶ παρακολουθήθηκε ἀπὸ πλῆθος ὁμογενῶν. Τὸ «Ἐλληνικὸ Θέατρο» ἔδωσε ἐξαιρετικὴ παράσταση καὶ χορευτικὰ συγκροτήματα χόρεψαν παραδοσιακοὺς χορούς. (990, 489, 1168, 690)
